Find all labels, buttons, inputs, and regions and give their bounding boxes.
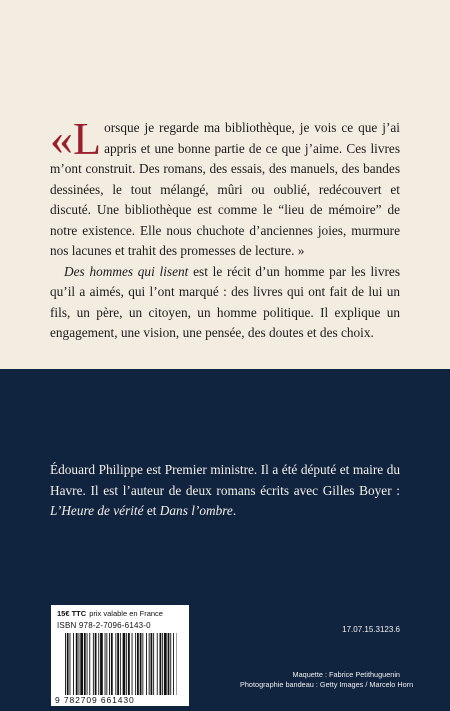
book-title-italic: Des hommes qui lisent: [64, 263, 189, 279]
reference-number: 17.07.15.3123.6: [342, 625, 400, 634]
bio-title-1: L’Heure de vérité: [50, 503, 144, 518]
price: 15€ TTC: [57, 609, 87, 618]
quote-paragraph-1-text: orsque je regarde ma bibliothèque, je vois ce que j’ai appris et une bonne partie de ce que j’aime. Ces livres m’ont construit. Des romans, des essais, des manuels, des bandes dessinées, le tout mélangé, mûri ou oublié, redécouvert et discuté. Une bibliothèque est comme le “lieu de mémoire” de notre existence. Elle nous chuchote d’anciennes joies, murmure nos lacunes et trahit des promesses de lecture. »: [50, 120, 400, 258]
quote-paragraph-2-text: est le récit d’un homme par les livres qu’il a aimés, qui l’ont marqué : des livres qui ont fait de lui un fils, un père, un citoyen, un homme politique. Il explique un engagement, une vision, une pensée, des doutes et des choix.: [50, 263, 400, 340]
ean-digits: 9 782709 661430: [55, 695, 135, 705]
credits: [240, 670, 414, 690]
barcode-image: [65, 633, 177, 695]
barcode-box: [50, 604, 190, 707]
quote-block: [50, 113, 400, 344]
isbn: ISBN 978-2-7096-6143-0: [57, 621, 151, 630]
opening-quote-mark: «L: [50, 113, 102, 164]
bio-text-a: Édouard Philippe est Premier ministre. Il a été député et maire du Havre. Il est l’auteur de deux romans écrits avec Gilles Boyer :: [50, 462, 400, 498]
quote-paragraph-1: [50, 113, 400, 262]
price-note: prix valable en France: [89, 609, 163, 618]
bio-text-c: .: [232, 503, 237, 518]
bio-title-2: Dans l’ombre: [159, 503, 233, 518]
drop-cap-letter: L: [73, 113, 102, 164]
author-bio: [50, 460, 400, 522]
price-line: [57, 609, 163, 618]
quote-paragraph-2: [50, 262, 400, 344]
bio-text-b: et: [143, 503, 160, 518]
credit-photo: Photographie bandeau : Getty Images / Marcelo Horn: [240, 680, 414, 689]
credit-maquette: Maquette : Fabrice Petithuguenin: [292, 670, 400, 679]
